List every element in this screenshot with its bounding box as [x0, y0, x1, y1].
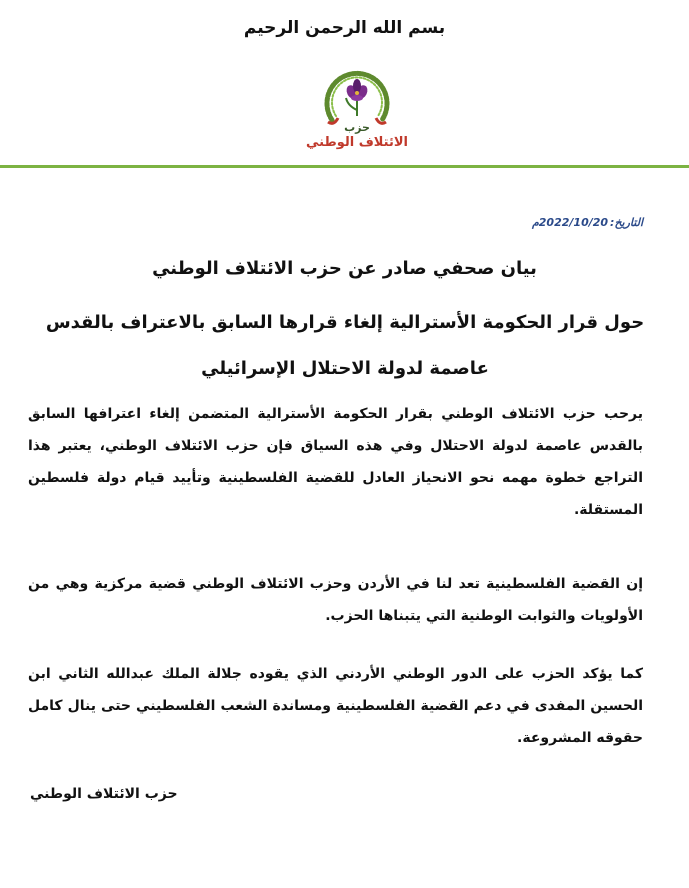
- logo-text-party-name: الائتلاف الوطني: [305, 135, 408, 150]
- party-logo: [302, 52, 412, 157]
- basmala-heading: بسم الله الرحمن الرحيم: [243, 18, 446, 38]
- paragraph-2: إن القضية الفلسطينية تعد لنا في الأردن وحزب الائتلاف الوطني قضية مركزية وهي من الأولويات والثوابت الوطنية التي يتبناها الحزب.: [28, 576, 643, 624]
- document-date: [532, 216, 643, 229]
- paragraph-1: يرحب حزب الائتلاف الوطني بقرار الحكومة الأسترالية المتضمن إلغاء اعترافها السابق بالقدس عاصمة لدولة الاحتلال وفي هذه السياق فإن حزب الائتلاف الوطني، يعتبر هذا التراجع خطوة مهمه نحو الانحياز العادل للقضية الفلسطينية وتأييد قيام دولة فلسطين المستقلة.: [28, 406, 643, 518]
- signature: حزب الائتلاف الوطني: [30, 786, 178, 802]
- logo-text-hizb: حزب: [344, 121, 370, 134]
- document-title: بيان صحفي صادر عن حزب الائتلاف الوطني: [152, 258, 537, 279]
- date-value: 2022/10/20م: [531, 216, 609, 229]
- header-divider: [0, 165, 689, 168]
- document-subtitle: حول قرار الحكومة الأسترالية إلغاء قرارها السابق بالاعتراف بالقدس عاصمة لدولة الاحتلال الإسرائيلي: [45, 312, 645, 379]
- date-label: التاريخ:: [610, 216, 643, 229]
- paragraph-3: كما يؤكد الحزب على الدور الوطني الأردني الذي يقوده جلالة الملك عبدالله الثاني ابن الحسين المفدى في دعم القضية الفلسطينية ومساندة الشعب الفلسطيني حتى ينال كامل حقوقه المشروعة.: [28, 666, 643, 746]
